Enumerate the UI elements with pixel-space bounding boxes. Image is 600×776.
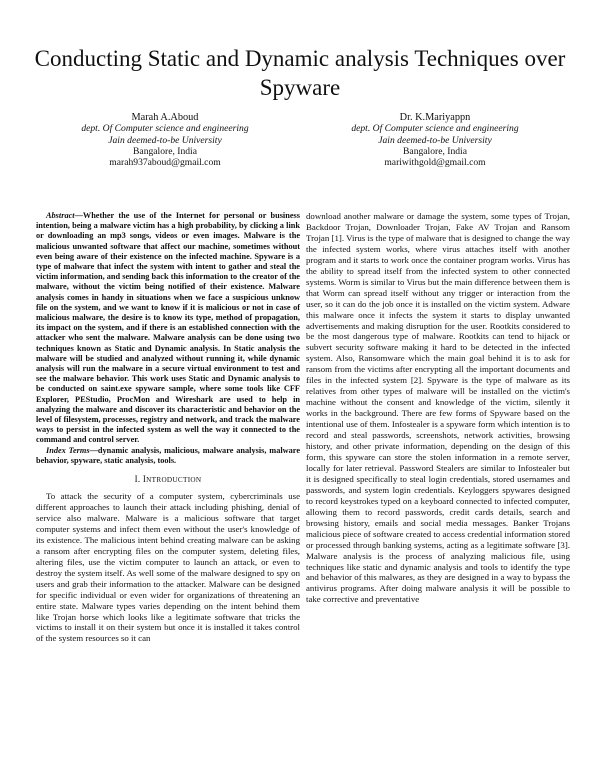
- index-terms-text: —dynamic analysis, malicious, malware analysis, malware behavior, spyware, static analysis, tools.: [36, 445, 300, 465]
- index-terms-label: Index Terms: [46, 445, 90, 455]
- author-name: Dr. K.Mariyappn: [399, 112, 471, 123]
- author-1: [40, 112, 290, 168]
- abstract-text: —Whether the use of the Internet for personal or business intention, being a malware victim has a high probability, by clicking a link or downloading an mp3 songs, videos or even images. Malware is the malicious unwanted software that affect our machine, sometimes without even being aware of their existence on the infected machine. Spyware is a type of malware that infect the system with intent to gather and steal the victim information, and sending back this information to the creator of the malware, without the victim being notified of their existence. Malware analysis comes in handy in situations when we face a suspicious unknow file on the system, and we want to know if it is malicious or not in case of malicious malware, the desire is to know its type, method of propagation, its impact on the system, and if there is an established connection with the attacker who sent the malware. Malware analysis can be done using two techniques known as Static and Dynamic analysis. In Static analysis the malware will be studied and analyzed without running it, while dynamic analysis will run the malware in a secure virtual environment to test and see the malware behavior. This work uses Static and Dynamic analysis to be conducted on saint.exe spyware sample, where some tools like CFF Explorer, PEStudio, ProcMon and Wireshark are used to help in analyzing the malware and discover its characteristic and behavior on the level of filesystem, processes, registry and network, and track the malware ways to persist in the infected system as well the way it connected to the command and control server.: [36, 211, 300, 445]
- intro-paragraph: To attack the security of a computer system, cybercriminals use different approaches to launch their attack including phishing, denial of service also malware. Malware is a malicious software that target computer systems and infect them even without the user's knowledge of its existence. The malicious intent behind creating malware can be asking a ransom after encrypting files on the computer system, deleting files, altering files, use the victim computer to launch an attack, or even to destroy the system itself. As well some of the malware designed to spy on users and grab their information to the attacker. Malware can be designed for specific individual or even wider for organizations of threatening an entire state. Malware types varies depending on the intent behind them like Trojan horse which looks like a legitimate software that tricks the victims to install it on their system but once it is installed it takes control of the system resources so it can: [36, 491, 300, 644]
- author-dept: dept. Of Computer science and engineering: [351, 123, 519, 135]
- author-location: Bangalore, India: [133, 145, 197, 157]
- author-2: [310, 112, 560, 168]
- author-university: Jain deemed-to-be University: [108, 134, 222, 146]
- author-block: [40, 112, 560, 168]
- author-university: Jain deemed-to-be University: [378, 134, 492, 146]
- section-heading-introduction: [36, 474, 300, 486]
- left-column: [36, 211, 300, 644]
- section-title-rest: NTRODUCTION: [146, 476, 202, 485]
- section-number: I.: [134, 474, 141, 485]
- author-location: Bangalore, India: [403, 145, 467, 157]
- index-terms: [36, 446, 300, 466]
- author-email: marah937aboud@gmail.com: [109, 157, 221, 169]
- abstract: [36, 211, 300, 446]
- body-paragraph: download another malware or damage the system, some types of Trojan, Backdoor Trojan, Downloader Trojan, Fake AV Trojan and Ransom Trojan [1]. Virus is the type of malware that is designed to change the way the infected system works, where virus attaches itself with another program and it starts to work once the container program works. Virus has the ability to spread itself from the infected system to other connected systems. Worm is similar to Virus but the main difference between them is that Worm can spread itself without any trigger or interaction from the user, so it can do the job once it is installed on the victim system. Adware this malware once it infects the system it starts to display unwanted advertisements and making disruption for the user. Rootkits considered to be the most dangerous type of malware. Rootkits can tend to hijack or subvert security software making it hard to be detected in the infected system. Also, Ransomware which the main goal behind it is to ask for ransom from the victims after encrypting all the important documents and files in the infected system [2]. Spyware is the type of malware as its relatives from other types of malware will be installed on the victim's machine without the consent and knowledge of the victim, silently it works in the background. There are few forms of Spyware based on the intentional use of them. Infostealer is a spyware form which intention is to record and steal passwords, screenshots, network activities, browsing history, and other private information, depending on the design of this form, this spyware can store the stolen information in a remote server, locally for later retrieval. Password Stealers are similar to Infostealer but it is designed specifically to steal login credentials, stored usernames and passwords, and system login credentials. Keyloggers spywares designed to record keystrokes typed on a keyboard connected to infected computer, allowing them to record passwords, credit cards details, search and browsing history, emails and social media messages. Banker Trojans malicious piece of software created to access credential information stored or processed through banking systems, acting as a legitimate software [3]. Malware analysis is the process of analyzing malicious file, using techniques like static and dynamic analysis and tools to identify the type and behavior of this malwares, as they are designed in a way to bypass the antivirus programs. After doing malware analysis it will be possible to take corrective and preventative: [306, 211, 570, 605]
- paper-title: Conducting Static and Dynamic analysis Techniques over Spyware: [34, 46, 566, 100]
- abstract-label: Abstract: [46, 211, 75, 220]
- right-column: [306, 211, 570, 605]
- author-email: mariwithgold@gmail.com: [384, 157, 486, 169]
- section-first-letter: I: [142, 474, 147, 485]
- author-name: Marah A.Aboud: [131, 112, 199, 123]
- author-dept: dept. Of Computer science and engineering: [81, 123, 249, 135]
